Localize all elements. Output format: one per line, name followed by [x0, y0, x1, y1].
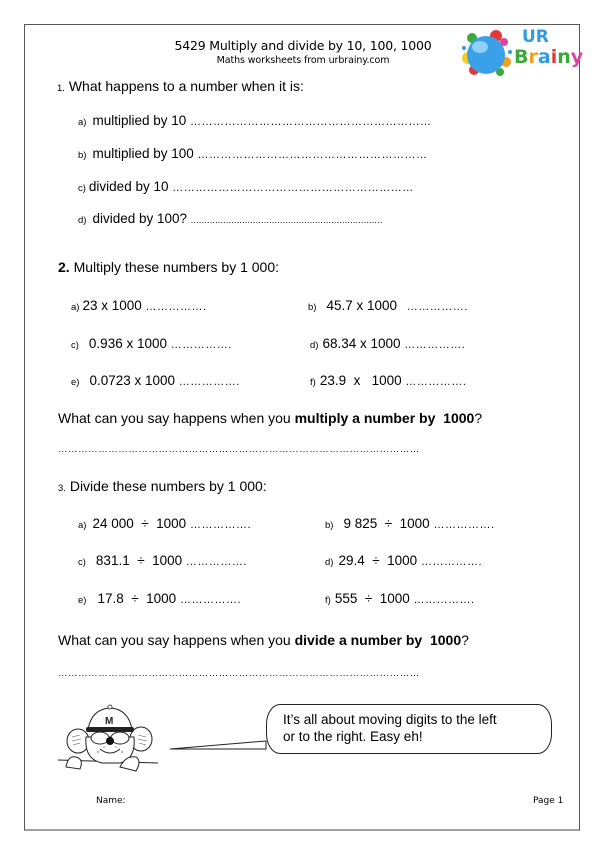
q2-item-c [71, 336, 232, 351]
q1-heading [57, 78, 304, 94]
q2-item-a [71, 298, 207, 313]
q1-item-d [78, 211, 383, 226]
item-text: 555 ÷ 1000 [334, 591, 410, 606]
q3-reflection [58, 632, 469, 648]
logo-text-ur: UR [522, 27, 549, 47]
item-text: divided by 100? [92, 211, 188, 226]
reflection-bold: divide a number by 1000 [294, 632, 462, 648]
q2-item-b [308, 298, 468, 313]
item-label: f) [310, 377, 316, 388]
item-text: 0.0723 x 1000 [89, 373, 176, 388]
q3-prompt: Divide these numbers by 1 000: [69, 478, 267, 494]
item-label: b) [308, 302, 317, 313]
answer-blank[interactable]: ……………. [189, 519, 252, 531]
q3-heading [58, 478, 267, 494]
item-label: f) [325, 595, 331, 606]
answer-blank[interactable]: ……………………………………………………… [172, 182, 414, 194]
logo-letter: a [537, 46, 551, 68]
item-label: c) [78, 183, 86, 194]
reflection-end: ? [461, 632, 469, 648]
item-label: a) [71, 302, 80, 313]
logo-letter: i [550, 46, 558, 68]
q2-item-f [310, 373, 466, 388]
brain-globe-icon [460, 28, 516, 78]
answer-blank[interactable]: ……………. [405, 376, 467, 388]
answer-blank[interactable]: ……………. [420, 556, 483, 568]
item-text: 23.9 x 1000 [319, 373, 402, 388]
item-text: 45.7 x 1000 [326, 298, 398, 313]
name-label: Name: [96, 796, 126, 806]
item-text: divided by 10 [88, 179, 169, 194]
speech-line-2: or to the right. Easy eh! [283, 729, 423, 744]
item-label: e) [78, 595, 87, 606]
answer-blank[interactable]: ……………. [413, 594, 475, 606]
item-label: c) [71, 340, 79, 351]
q3-item-a [78, 516, 251, 531]
q1-item-b [78, 146, 428, 161]
item-text: multiplied by 100 [92, 146, 194, 161]
answer-blank[interactable]: ……………. [178, 376, 240, 388]
item-text: 68.34 x 1000 [322, 336, 401, 351]
q1-number: 1. [57, 83, 65, 94]
item-text: 9 825 ÷ 1000 [343, 516, 430, 531]
item-label: b) [325, 520, 334, 531]
item-label: d) [310, 340, 319, 351]
q2-number: 2. [58, 259, 70, 275]
logo-letter: B [514, 46, 529, 68]
answer-blank[interactable]: ……………. [170, 339, 232, 351]
logo-text-brainy [514, 46, 583, 68]
reflection-end: ? [474, 410, 483, 426]
q2-prompt: Multiply these numbers by 1 000: [73, 259, 280, 275]
item-text: 29.4 ÷ 1000 [338, 553, 418, 568]
answer-blank[interactable]: …………………………………………………… [197, 149, 428, 161]
item-label: c) [78, 557, 86, 568]
speech-bubble [266, 704, 552, 754]
answer-blank[interactable]: ……………. [406, 301, 468, 313]
q2-item-d [310, 336, 465, 351]
q3-item-e [78, 591, 241, 606]
urbrainy-logo [460, 27, 584, 78]
speech-bubble-text [283, 711, 497, 745]
item-label: e) [71, 377, 80, 388]
item-text: 831.1 ÷ 1000 [95, 553, 183, 568]
q2-heading [58, 259, 279, 275]
q3-answer-line[interactable]: ……………………………………………………………………………………………… [58, 668, 420, 679]
logo-letter: r [528, 46, 538, 68]
answer-blank[interactable]: ……………. [145, 301, 207, 313]
logo-letter: n [557, 46, 571, 68]
answer-blank[interactable]: ....................................................................... [190, 215, 383, 225]
q2-item-e [71, 373, 240, 388]
answer-blank[interactable]: ……………. [179, 594, 242, 606]
q2-reflection [58, 410, 482, 426]
q1-prompt: What happens to a number when it is: [68, 78, 304, 94]
answer-blank[interactable]: ……………………………………………………… [190, 116, 432, 128]
worksheet-title: 5429 Multiply and divide by 10, 100, 1000 [174, 38, 432, 53]
cap-letter: M [105, 716, 114, 727]
item-text: 0.936 x 1000 [88, 336, 167, 351]
answer-blank[interactable]: ……………. [404, 339, 466, 351]
item-text: multiplied by 10 [92, 113, 187, 128]
answer-blank[interactable]: ……………. [433, 519, 495, 531]
q3-item-b [325, 516, 495, 531]
q1-item-a [78, 113, 432, 128]
q3-item-d [325, 553, 482, 568]
q3-number: 3. [58, 483, 66, 494]
page-number: Page 1 [533, 796, 564, 806]
mouse-mascot-icon [58, 697, 268, 777]
item-label: b) [78, 150, 87, 161]
item-text: 17.8 ÷ 1000 [97, 591, 177, 606]
q2-answer-line[interactable]: ……………………………………………………………………………………………… [58, 444, 420, 455]
item-label: d) [78, 215, 87, 226]
item-label: d) [325, 557, 334, 568]
reflection-text: What can you say happens when you [58, 632, 295, 648]
item-text: 23 x 1000 [82, 298, 142, 313]
logo-letter: y [570, 46, 584, 68]
answer-blank[interactable]: ……………. [185, 556, 247, 568]
item-label: a) [78, 117, 87, 128]
speech-line-1: It’s all about moving digits to the left [283, 712, 497, 727]
q1-item-c [78, 179, 414, 194]
item-text: 24 000 ÷ 1000 [92, 516, 187, 531]
reflection-text: What can you say happens when you [58, 410, 295, 426]
q3-item-c [78, 553, 247, 568]
item-label: a) [78, 520, 87, 531]
q3-item-f [325, 591, 475, 606]
reflection-bold: multiply a number by 1000 [294, 410, 475, 426]
worksheet-subtitle: Maths worksheets from urbrainy.com [216, 55, 390, 66]
